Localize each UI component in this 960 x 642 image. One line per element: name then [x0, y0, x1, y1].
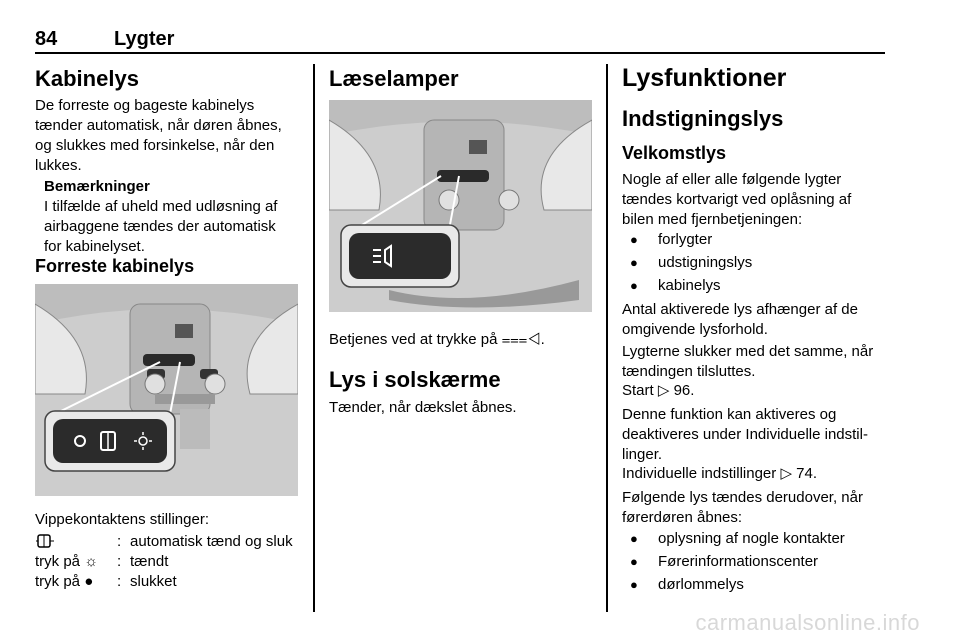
solskaerme-text: Tænder, når dækslet åbnes. — [329, 399, 517, 416]
list-item: ● oplysning af nogle kontakter — [630, 529, 845, 549]
page-number: 84 — [35, 28, 58, 50]
page-ref-arrow-icon: ▷ — [657, 382, 670, 399]
section-heading-lysfunktioner: Lysfunktioner — [622, 64, 787, 92]
note-text: I tilfælde af uheld med udløsning af airbaggene tændes der automatisk for kabinelyset. — [44, 198, 278, 255]
paragraph: Denne funktion kan aktiveres og deaktiveres under Individuelle indstil- linger. — [622, 406, 868, 463]
chapter-title: Lygter — [114, 28, 175, 50]
paragraph: Nogle af eller alle følgende lygter tændes kortvarigt ved oplåsning af bilen med fjernbetjeningen: — [622, 171, 852, 228]
header-rule — [35, 52, 885, 54]
cross-reference[interactable]: Individuelle indstillinger ▷ 74. — [622, 465, 818, 482]
paragraph: Antal aktiverede lys afhænger af de omgivende lysforhold. — [622, 301, 858, 338]
note-title: Bemærkninger — [44, 178, 150, 195]
subheading-velkomstlys: Velkomstlys — [622, 143, 727, 163]
sun-icon: ☼ — [84, 553, 98, 570]
figure-caption: Vippekontaktens stillinger: — [35, 511, 209, 528]
subheading-forreste: Forreste kabinelys — [35, 256, 195, 276]
list-item: ● udstigningslys — [630, 253, 752, 273]
front-interior-light-figure — [35, 284, 298, 496]
section-heading-solskaerme: Lys i solskærme — [329, 367, 501, 392]
paragraph: Følgende lys tændes derudover, når førerdøren åbnes: — [622, 489, 863, 526]
reading-lamp-caption: Betjenes ved at trykke på ⩶◁. — [329, 331, 545, 348]
list-item: ● forlygter — [630, 230, 712, 250]
table-row: tryk på ● : slukket — [35, 573, 177, 590]
list-item: ● Førerinformationscenter — [630, 552, 818, 572]
filled-circle-icon: ● — [84, 573, 94, 590]
subheading-indstigningslys: Indstigningslys — [622, 106, 784, 131]
section-heading-laeselamper: Læselamper — [329, 66, 459, 91]
cross-reference[interactable]: Start ▷ 96. — [622, 382, 695, 399]
note-box — [44, 177, 306, 257]
paragraph: Lygterne slukker med det samme, når tændingen tilsluttes. — [622, 343, 874, 380]
section-heading-kabinelys: Kabinelys — [35, 66, 139, 91]
list-item: ● kabinelys — [630, 276, 721, 296]
page-ref-arrow-icon: ▷ — [780, 465, 792, 482]
watermark: carmanualsonline.info — [695, 610, 920, 635]
table-row: : automatisk tænd og sluk — [35, 532, 305, 552]
list-item: ● dørlommelys — [630, 575, 744, 595]
column-divider-1 — [313, 64, 315, 612]
reading-lamp-figure — [329, 100, 592, 312]
reading-lamp-icon: ⩶◁ — [501, 331, 541, 348]
column-divider-2 — [606, 64, 608, 612]
intro-paragraph: De forreste og bageste kabinelys tænder automatisk, når døren åbnes, og slukkes med forsinkelse, når den lukkes. — [35, 97, 282, 174]
table-row: tryk på ☼ : tændt — [35, 553, 169, 570]
